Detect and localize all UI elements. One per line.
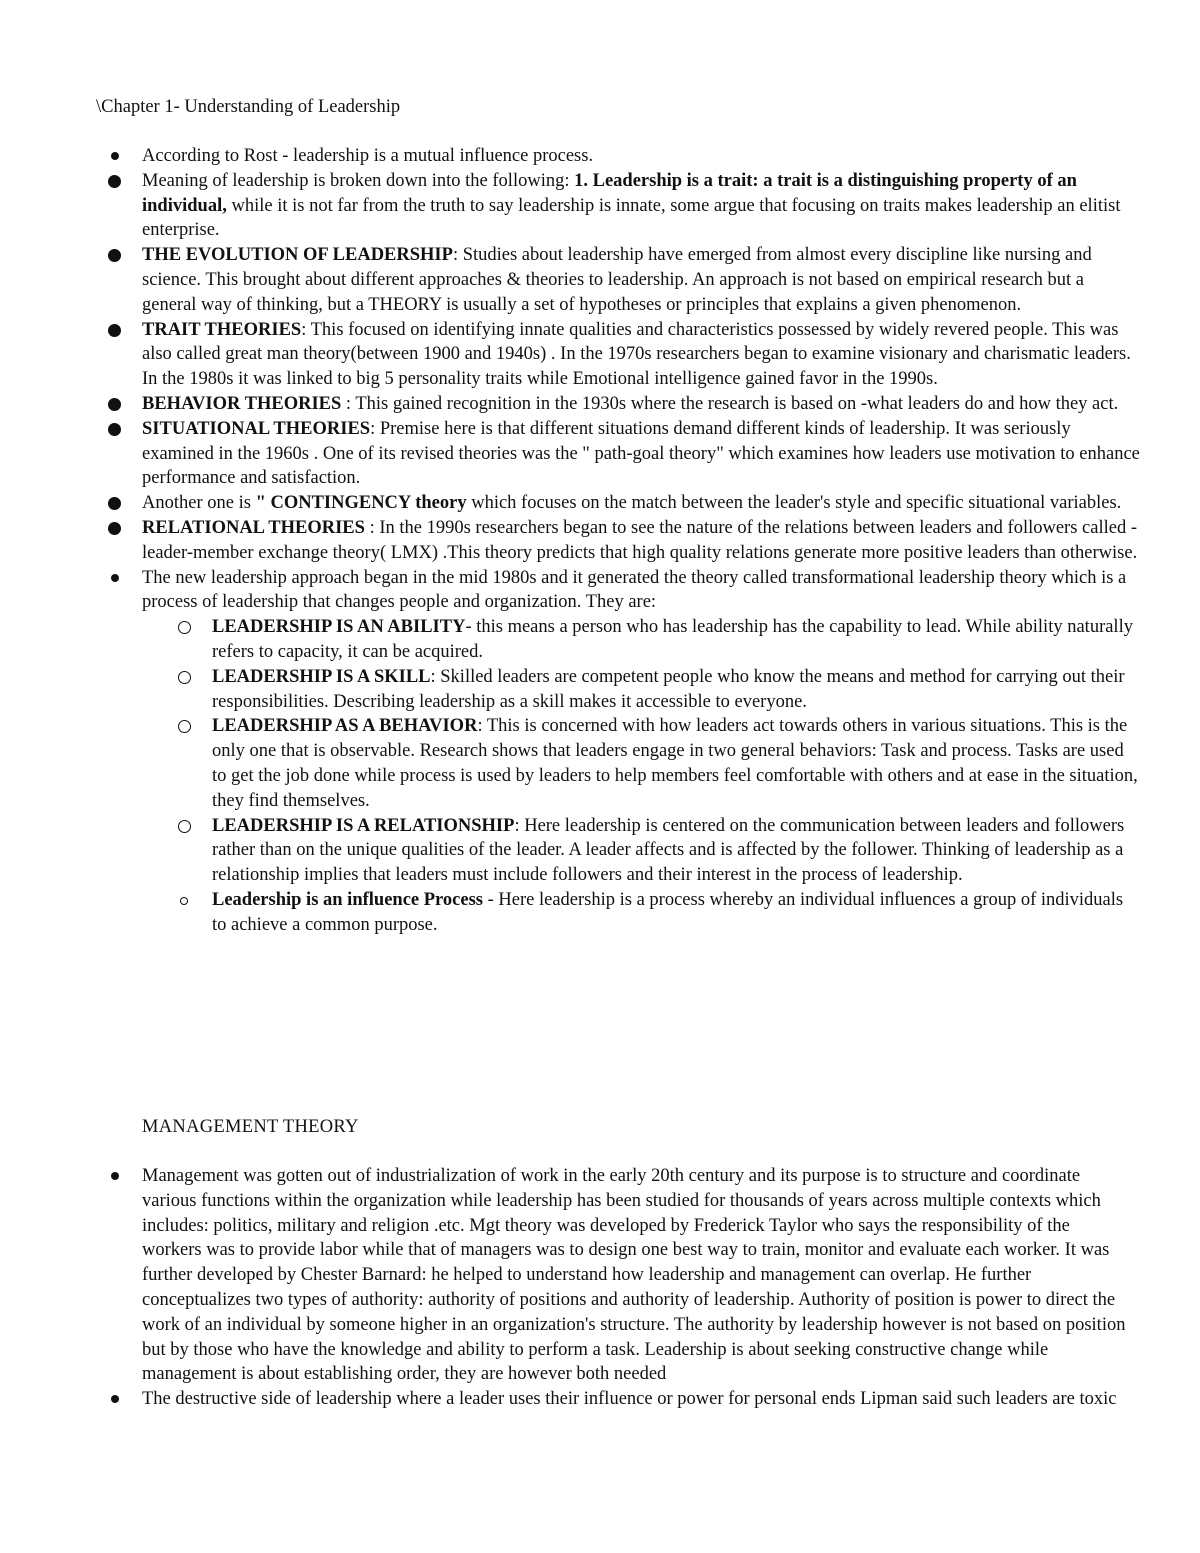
bullet-text: while it is not far from the truth to say leadership is innate, some argue that focusing on traits makes leadership an elitist enterprise.: [142, 195, 1121, 241]
bullet-text: : This gained recognition in the 1930s where the research is based on -what leaders do and how they act.: [341, 393, 1119, 414]
bullet-dot-icon: [108, 175, 121, 188]
sub-bullet-bold-text: LEADERSHIP AS A BEHAVIOR: [212, 716, 478, 737]
sub-list-item: [142, 615, 1140, 665]
list-item: [0, 491, 1200, 516]
bullet-bold-text: THE EVOLUTION OF LEADERSHIP: [142, 245, 453, 266]
sub-list-item: [142, 714, 1140, 813]
sub-bullet-text: : Here leadership is centered on the communication between leaders and followers rather than on the unique qualities of the leader. A leader affects and is affected by the follower. Thinking of leadership as a relationship implies that leaders must include followers and their interest in the process of leadership.: [212, 815, 1125, 886]
sub-bullet-text: : This is concerned with how leaders act towards others in various situations. This is the only one that is observable. Research shows that leaders engage in two general behaviors: Task and process. Tasks are used to get the job done while process is used by leaders to help members feel comfortable with others and at ease in the situation, they find themselves.: [212, 716, 1138, 811]
sub-list-item: [142, 665, 1140, 715]
hollow-circle-bullet-icon: [178, 720, 191, 733]
sub-bullet-text: - Here leadership is a process whereby an individual influences a group of individuals to achieve a common purpose.: [212, 889, 1124, 935]
bullet-bold-text: BEHAVIOR THEORIES: [142, 393, 342, 414]
list-item: [0, 566, 1200, 938]
bullet-dot-icon: [111, 1172, 119, 1180]
bullet-text: The destructive side of leadership where a leader uses their influence or power for personal ends Lipman said such leaders are toxic: [142, 1389, 1117, 1410]
list-item: [0, 318, 1200, 392]
bullet-text: : In the 1990s researchers began to see the nature of the relations between leaders and followers called - leader-member exchange theory( LMX) .This theory predicts that high quality relations generate more positive leaders than otherwise.: [142, 517, 1138, 563]
chapter-title: \Chapter 1- Understanding of Leadership: [96, 97, 401, 117]
bullet-dot-icon: [108, 398, 121, 411]
bullet-dot-icon: [108, 324, 121, 337]
bullet-bold-text: TRAIT THEORIES: [142, 319, 302, 340]
sub-bullet-bold-text: LEADERSHIP IS A SKILL: [212, 666, 431, 687]
management-theory-heading: MANAGEMENT THEORY: [142, 1117, 359, 1137]
bullet-text: The new leadership approach began in the mid 1980s and it generated the theory called transformational leadership theory which is a process of leadership that changes people and organization. They are:: [142, 567, 1127, 613]
hollow-circle-bullet-icon: [178, 621, 191, 634]
bullet-dot-icon: [111, 152, 119, 160]
bullet-bold-text: RELATIONAL THEORIES: [142, 517, 365, 538]
list-item: [0, 392, 1200, 417]
management-bullet-list: [0, 1164, 1200, 1412]
sub-bullet-bold-text: Leadership is an influence Process: [212, 889, 483, 910]
sub-list-item: [142, 814, 1140, 888]
leadership-bullet-list: [0, 144, 1200, 938]
list-item: [0, 243, 1200, 317]
list-item: [0, 417, 1200, 491]
bullet-text: : This focused on identifying innate qualities and characteristics possessed by widely revered people. This was also called great man theory(between 1900 and 1940s) . In the 1970s researchers began to examine visionary and charismatic leaders. In the 1980s it was linked to big 5 personality traits while Emotional intelligence gained favor in the 1990s.: [142, 319, 1131, 390]
list-item: [0, 144, 1200, 169]
bullet-bold-text: " CONTINGENCY theory: [255, 493, 467, 514]
hollow-circle-bullet-icon: [180, 897, 188, 905]
sub-bullet-list: [142, 615, 1140, 937]
bullet-bold-text: 1. Leadership is a trait: a trait is a distinguishing property of an individual,: [142, 170, 1077, 216]
bullet-bold-text: SITUATIONAL THEORIES: [142, 418, 371, 439]
sub-bullet-text: : Skilled leaders are competent people who know the means and method for carrying out their responsibilities. Describing leadership as a skill makes it accessible to everyone.: [212, 666, 1125, 712]
bullet-dot-icon: [108, 423, 121, 436]
list-item: [0, 1387, 1200, 1412]
list-item: [0, 169, 1200, 243]
sub-bullet-text: - this means a person who has leadership has the capability to lead. While ability naturally refers to capacity, it can be acquired.: [212, 617, 1133, 662]
bullet-text: : Studies about leadership have emerged from almost every discipline like nursing and science. This brought about different approaches & theories to leadership. An approach is not based on empirical research but a general way of thinking, but a THEORY is usually a set of hypotheses or principles that explains a given phenomenon.: [142, 245, 1092, 315]
list-item: [0, 1164, 1200, 1387]
bullet-dot-icon: [108, 522, 121, 535]
bullet-text: which focuses on the match between the leader's style and specific situational variables.: [466, 493, 1122, 514]
bullet-dot-icon: [111, 574, 119, 582]
hollow-circle-bullet-icon: [178, 820, 191, 833]
list-item: [0, 516, 1200, 566]
bullet-dot-icon: [108, 497, 121, 510]
bullet-text: According to Rost - leadership is a mutual influence process.: [142, 146, 594, 166]
hollow-circle-bullet-icon: [178, 671, 191, 684]
bullet-text: Management was gotten out of industrialization of work in the early 20th century and its purpose is to structure and coordinate various functions within the organization while leadership has been studied for thousands of years across multiple contexts which includes: politics, military and religion .etc. Mgt theory was developed by Frederick Taylor who says the responsibility of the workers was to provide labor while that of managers was to design one best way to train, monitor and evaluate each worker. It was further developed by Chester Barnard: he helped to understand how leadership and management can overlap. He further conceptualizes two types of authority: authority of positions and authority of leadership. Authority of position is power to direct the work of an individual by someone higher in an organization's structure. The authority by leadership however is not based on position but by those who have the knowledge and ability to perform a task. Leadership is about seeking constructive change while management is about establishing order, they are however both needed: [142, 1166, 1126, 1385]
bullet-lead-text: Meaning of leadership is broken down into the following:: [142, 170, 575, 191]
bullet-text: : Premise here is that different situations demand different kinds of leadership. It was seriously examined in the 1960s . One of its revised theories was the " path-goal theory" which examines how leaders use motivation to enhance performance and satisfaction.: [142, 418, 1140, 489]
bullet-dot-icon: [111, 1395, 119, 1403]
sub-bullet-bold-text: LEADERSHIP IS AN ABILITY: [212, 617, 466, 638]
bullet-lead-text: Another one is: [142, 493, 256, 514]
sub-bullet-bold-text: LEADERSHIP IS A RELATIONSHIP: [212, 815, 515, 836]
bullet-dot-icon: [108, 249, 121, 262]
sub-list-item: [142, 888, 1140, 938]
